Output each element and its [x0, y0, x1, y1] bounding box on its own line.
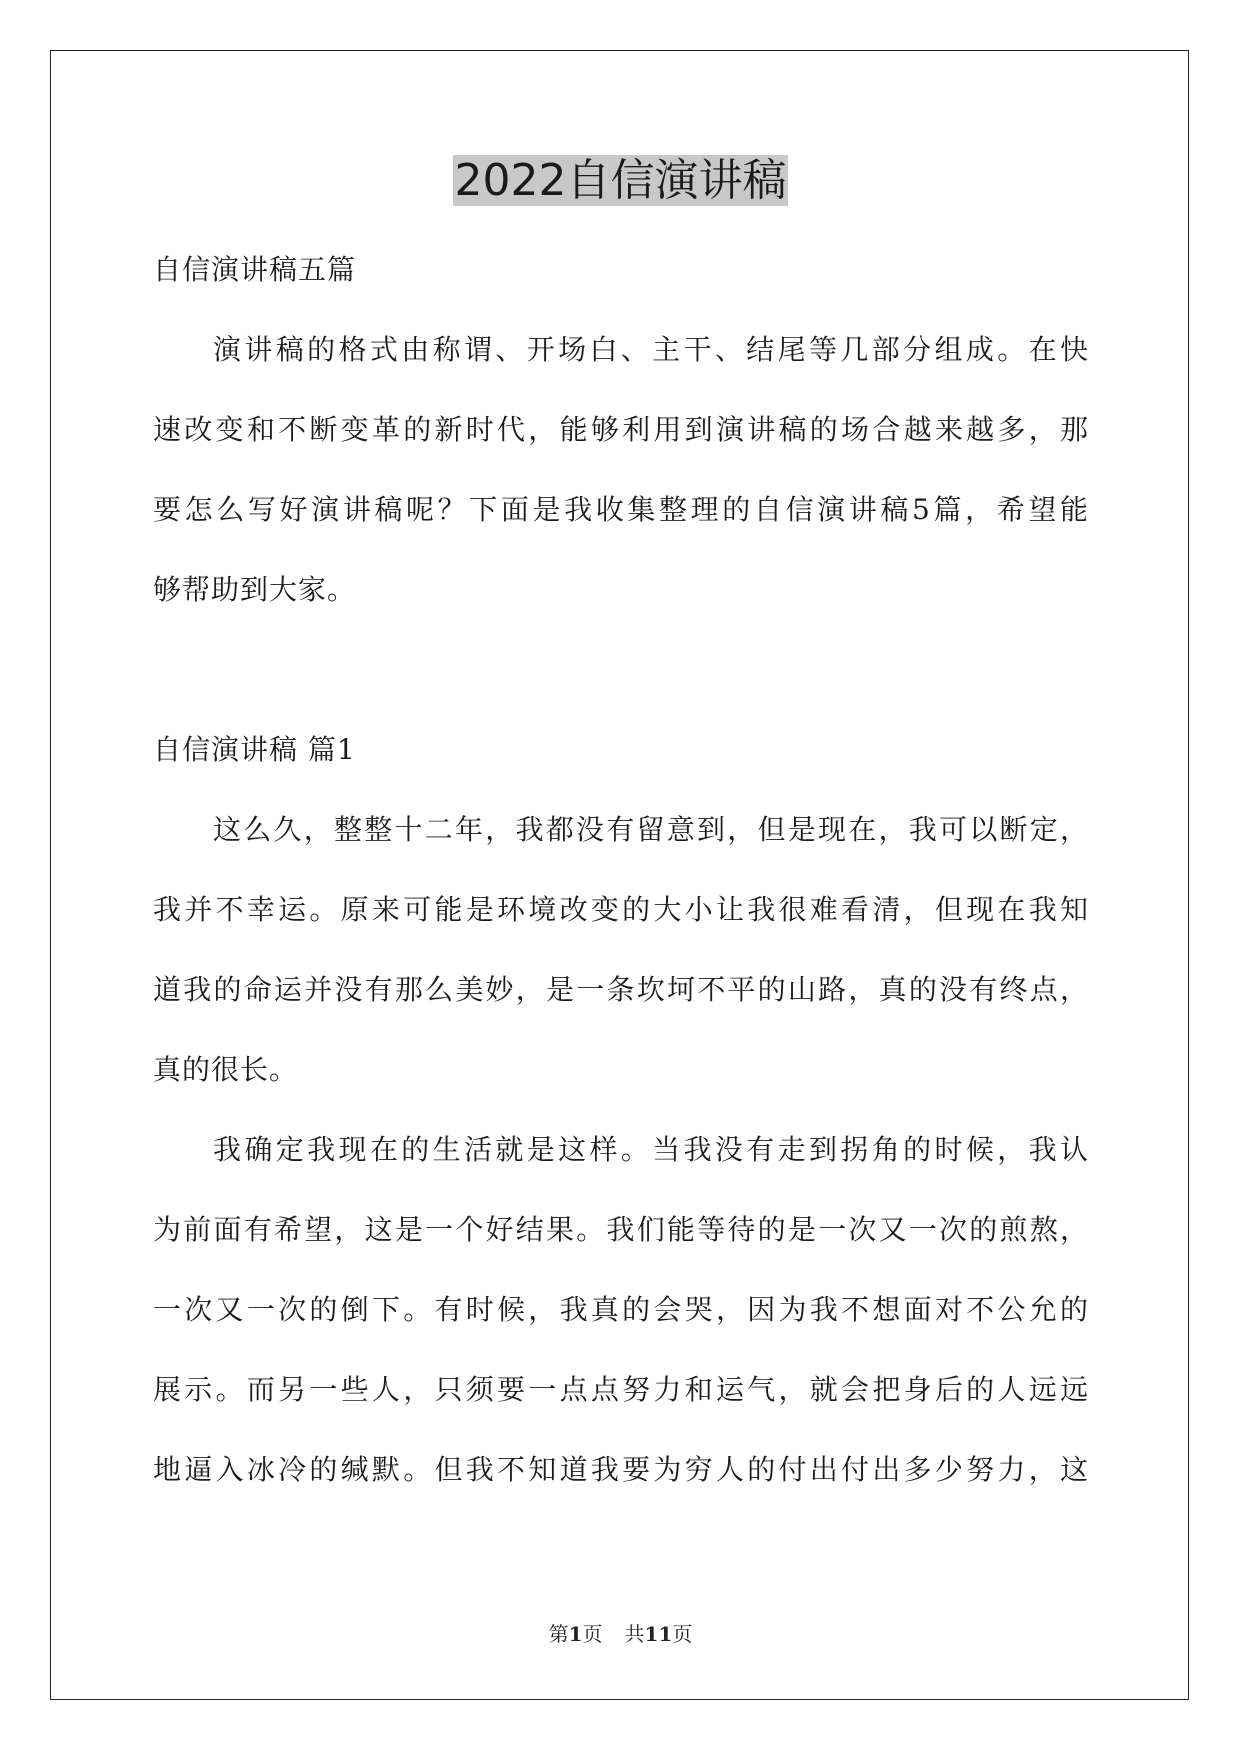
page-prefix: 第 [548, 1622, 569, 1646]
text-line: 速改变和不断变革的新时代，能够利用到演讲稿的场合越来越多，那 [153, 413, 1089, 446]
page-footer [0, 1620, 1241, 1648]
paragraph-1 [153, 790, 1089, 1110]
text-line: 这么久，整整十二年，我都没有留意到，但是现在，我可以断定， [213, 813, 1089, 846]
document-title [0, 150, 1241, 212]
text-line: 要怎么写好演讲稿呢？下面是我收集整理的自信演讲稿5篇，希望能 [153, 493, 1089, 526]
paragraph-gap [153, 630, 1089, 710]
total-prefix: 共 [624, 1622, 645, 1646]
page-suffix: 页 [582, 1622, 603, 1646]
text-line: 演讲稿的格式由称谓、开场白、主干、结尾等几部分组成。在快 [213, 333, 1089, 366]
document-body [153, 230, 1089, 1510]
total-suffix: 页 [672, 1622, 693, 1646]
text-line: 地逼入冰冷的缄默。但我不知道我要为穷人的付出付出多少努力，这 [153, 1453, 1089, 1486]
document-subtitle: 自信演讲稿五篇 [153, 253, 357, 286]
text-line: 道我的命运并没有那么美妙，是一条坎坷不平的山路，真的没有终点， [153, 973, 1089, 1006]
section-heading: 自信演讲稿 篇1 [153, 733, 356, 766]
total-pages: 11 [644, 1622, 673, 1646]
paragraph-2 [153, 1110, 1089, 1510]
text-line: 我确定我现在的生活就是这样。当我没有走到拐角的时候，我认 [213, 1133, 1089, 1166]
text-line: 为前面有希望，这是一个好结果。我们能等待的是一次又一次的煎熬， [153, 1213, 1089, 1246]
text-line: 真的很长。 [153, 1053, 299, 1086]
intro-paragraph [153, 310, 1089, 630]
document-title-text: 2022自信演讲稿 [454, 155, 787, 206]
text-line: 一次又一次的倒下。有时候，我真的会哭，因为我不想面对不公允的 [153, 1293, 1089, 1326]
page-number: 1 [568, 1622, 583, 1646]
text-line: 展示。而另一些人，只须要一点点努力和运气，就会把身后的人远远 [153, 1373, 1089, 1406]
text-line: 我并不幸运。原来可能是环境改变的大小让我很难看清，但现在我知 [153, 893, 1089, 926]
text-line: 够帮助到大家。 [153, 573, 357, 606]
